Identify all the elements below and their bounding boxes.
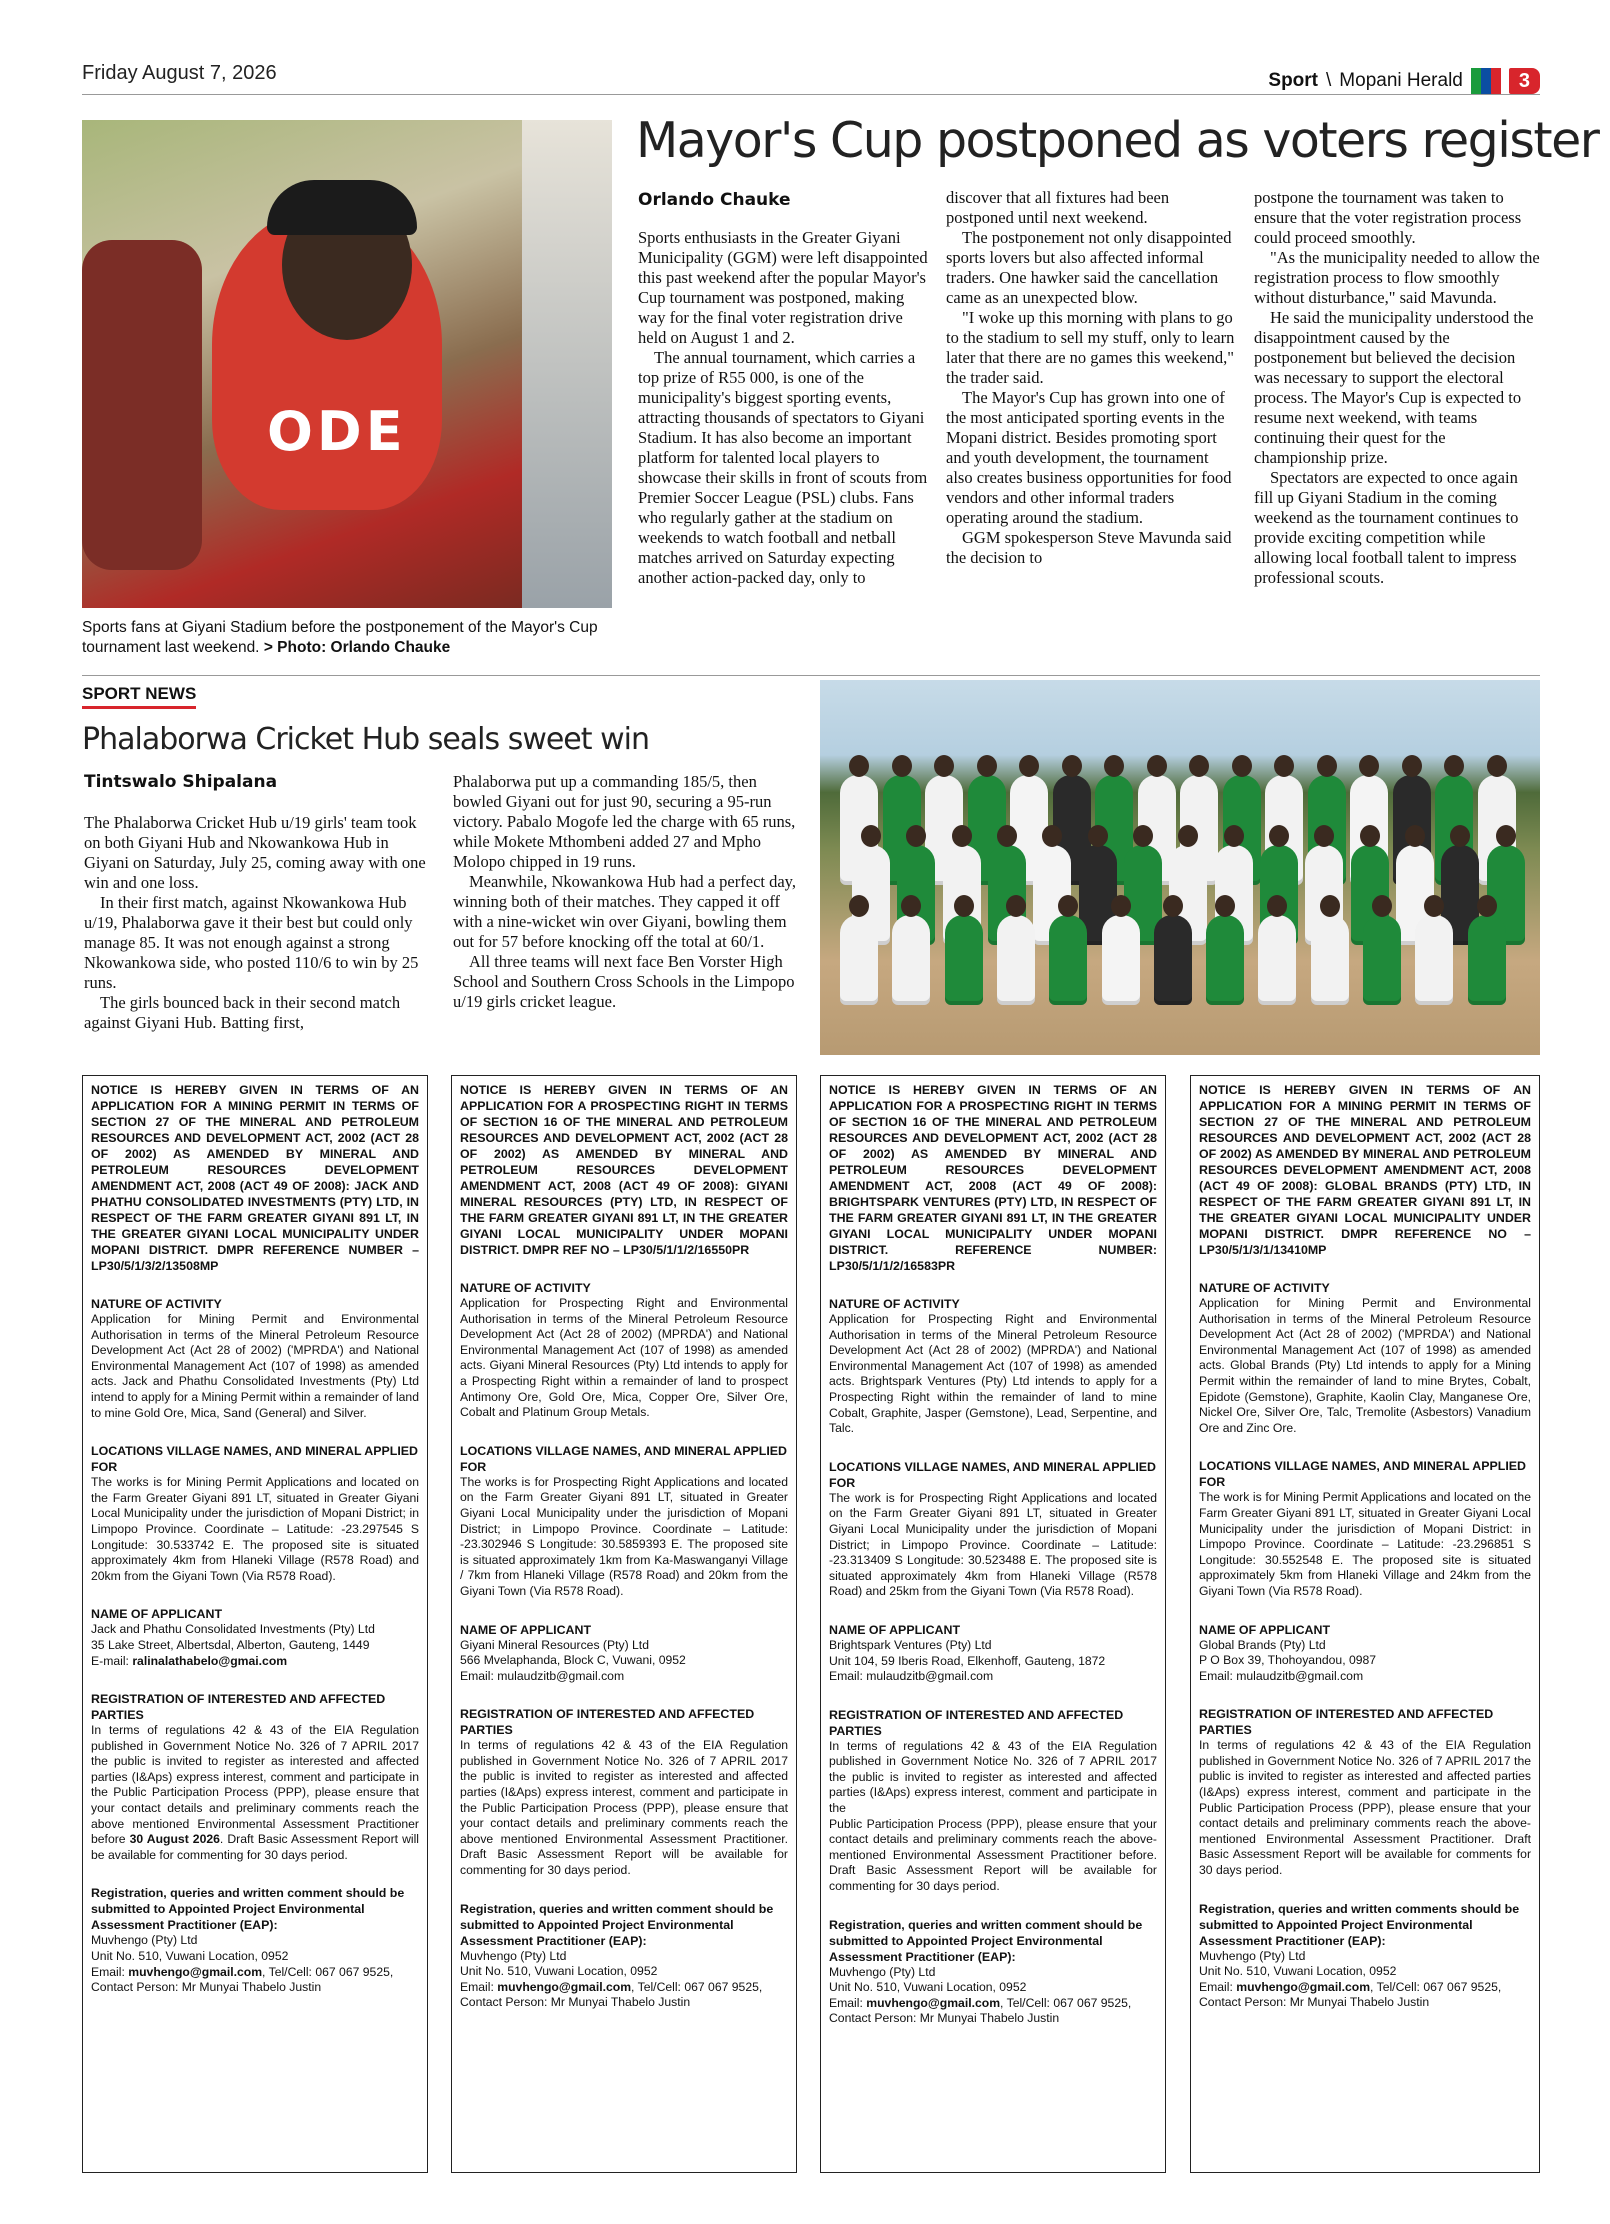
eap-text: Muvhengo (Pty) Ltd Unit No. 510, Vuwani Location, 0952 Email:	[91, 1933, 289, 1979]
team-member	[1206, 915, 1244, 1005]
team-member	[1415, 915, 1453, 1005]
team-member	[1258, 915, 1296, 1005]
notice-heading: LOCATIONS VILLAGE NAMES, AND MINERAL APPLIED FOR	[829, 1459, 1156, 1490]
eap-tail: , Tel/Cell: 067 067 9525, Contact Person: Mr Munyai Thabelo Justin	[91, 1964, 394, 1995]
notice-heading: LOCATIONS VILLAGE NAMES, AND MINERAL APPLIED FOR	[460, 1443, 787, 1474]
team-member	[1468, 915, 1506, 1005]
lead-column-2	[946, 188, 1238, 568]
notice-text: The works is for Prospecting Right Applications and located on the Farm Greater Giyani 891 LT, situated in Greater Giyani Local Municipality under the jurisdiction of Mopani District; in Limpopo Province. Coordinate – Latitude: -23.302946 S Longitude: 30.5859393 E. The proposed site is situated approximately 1km from Ka-Maswanganyi Village / 7km from Hlaneki Village (R578 Road) and 20km from the Giyani Town (Via R578 Road).	[460, 1474, 788, 1598]
notice-heading: NAME OF APPLICANT	[460, 1622, 592, 1637]
page-number: 3	[1509, 68, 1540, 94]
notice-registration	[829, 1739, 1157, 1895]
paragraph: The annual tournament, which carries a top prize of R55 000, is one of the municipality's biggest sporting events, attracting thousands of spectators to Giyani Stadium. It has also become an important platform for talented local players to showcase their skills in front of scouts from Premier Soccer League (PSL) clubs. Fans who regularly gather at the stadium on weekends to watch football and netball matches arrived on Saturday expecting another action-packed day, only to	[638, 348, 928, 587]
notice-applicant	[829, 1638, 1157, 1685]
paragraph: Sports enthusiasts in the Greater Giyani Municipality (GGM) were left disappointed this past weekend after the popular Mayor's Cup tournament was postponed, making way for the final voter registration drive held on August 1 and 2.	[638, 228, 928, 347]
deadline-date: 30 August 2026	[129, 1832, 220, 1847]
registration-text: In terms of regulations 42 & 43 of the EIA Regulation published in Government Notice No. 326 of 7 APRIL 2017 the public is invited to register as interested and affected parties (I&Aps) express interest, comment and participate in the Public Participation Process (PPP), please ensure that your contact details and preliminary comments reach the above mentioned Environmental Assessment Practitioner. Draft Basic Assessment Report will be available for commenting for 30 days period.	[460, 1738, 788, 1878]
registration-text: In terms of regulations 42 & 43 of the EIA Regulation published in Government Notice No. 326 of 7 APRIL 2017 the public is invited to register as interested and affected parties (I&Aps) express interest, comment and participate in the Public Participation Process (PPP), please ensure that your contact details and preliminary comments reach the above mentioned Environmental Assessment Practitioner before	[91, 1723, 419, 1847]
lead-photo	[82, 120, 612, 608]
notice-heading: NAME OF APPLICANT	[829, 1622, 961, 1637]
notice-text: Application for Mining Permit and Environmental Authorisation in terms of the Mineral Petroleum Resource Development Act (Act 28 of 2002) ('MPRDA') and National Environmental Management Act (107 of 1998) as amended acts. Jack and Phathu Consolidated Investments (Pty) Ltd intend to apply for a Mining Permit within a remainder of land to mine Gold Ore, Mica, Sand (General) and Silver.	[91, 1312, 419, 1420]
photo-caption	[82, 618, 612, 658]
paragraph: GGM spokesperson Steve Mavunda said the decision to	[946, 528, 1232, 567]
masthead	[1268, 68, 1540, 94]
paragraph: In their first match, against Nkowankowa Hub u/19, Phalaborwa gave it their best but could only manage 85. It was not enough against a strong Nkowankowa side, who posted 110/6 to win by 25 runs.	[84, 893, 419, 992]
legal-notice	[82, 1075, 428, 2173]
applicant-text: Giyani Mineral Resources (Pty) Ltd 566 Mvelaphanda, Block C, Vuwani, 0952 Email: mulaudzitb@gmail.com	[460, 1637, 686, 1683]
eap-tail: , Tel/Cell: 067 067 9525, Contact Person: Mr Munyai Thabelo Justin	[460, 1979, 763, 2010]
section-name: Sport	[1268, 70, 1319, 91]
legal-notice	[1190, 1075, 1540, 2173]
paragraph: Spectators are expected to once again fill up Giyani Stadium in the coming weekend as the tournament continues to provide exciting competition while allowing local football talent to impress professional scouts.	[1254, 468, 1519, 587]
notice-applicant	[91, 1622, 419, 1669]
notice-eap	[1199, 1949, 1531, 2011]
notice-heading: Registration, queries and written comment should be submitted to Appointed Project Environmental Assessment Practitioner (EAP):	[91, 1886, 405, 1933]
second-column-1	[84, 813, 428, 1033]
caption-text: Sports fans at Giyani Stadium before the postponement of the Mayor's Cup tournament last weekend.	[82, 619, 598, 656]
paper-name: Mopani Herald	[1339, 70, 1463, 91]
paragraph: Meanwhile, Nkowankowa Hub had a perfect day, winning both of their matches. They capped it off with a nine-wicket win over Giyani, bowling them out for 57 before knocking off the total at 60/1.	[453, 872, 796, 951]
paragraph: All three teams will next face Ben Vorster High School and Southern Cross Schools in the Limpopo u/19 girls cricket league.	[453, 952, 795, 1011]
notice-heading: Registration, queries and written comments should be submitted to Appointed Project Environmental Assessment Practitioner (EAP):	[1199, 1901, 1520, 1948]
eap-email: muvhengo@gmail.com	[866, 1995, 1001, 2010]
notice-title: NOTICE IS HEREBY GIVEN IN TERMS OF AN APPLICATION FOR A PROSPECTING RIGHT IN TERMS OF SECTION 16 OF THE MINERAL AND PETROLEUM RESOURCES AND DEVELOPMENT ACT, 2002 (ACT 28 OF 2002) AS AMENDED BY MINERAL AND PETROLEUM RESOURCES DEVELOPMENT AMENDMENT ACT, 2008 (ACT 49 OF 2008): GIYANI MINERAL RESOURCES (PTY) LTD, IN RESPECT OF THE FARM GREATER GIYANI 891 LT, IN THE GREATER GIYANI LOCAL MUNICIPALITY UNDER MOPANI DISTRICT. DMPR REF NO – LP30/5/1/1/2/16550PR	[460, 1083, 788, 1257]
notice-heading: REGISTRATION OF INTERESTED AND AFFECTED PARTIES	[460, 1707, 755, 1738]
team-photo	[820, 680, 1540, 1055]
notice-applicant	[460, 1638, 788, 1685]
notice-text: The work is for Prospecting Right Applications and located on the Farm Greater Giyani 891 LT, situated in Greater Giyani Local Municipality under the jurisdiction of Mopani District; in Limpopo Province. Coordinate – Latitude: -23.313409 S Longitude: 30.523488 E. The proposed site is situated approximately 4km from Hlaneki Village (R578 Road) and 25km from the Giyani Town (Via R578 Road).	[829, 1490, 1157, 1599]
notice-title: NOTICE IS HEREBY GIVEN IN TERMS OF AN APPLICATION FOR A PROSPECTING RIGHT IN TERMS OF SECTION 16 OF THE MINERAL AND PETROLEUM RESOURCES AND DEVELOPMENT ACT, 2002 (ACT 28 OF 2002) AS AMENDED BY MINERAL AND PETROLEUM RESOURCES DEVELOPMENT AMENDMENT ACT, 2008 (ACT 49 OF 2008): BRIGHTSPARK VENTURES (PTY) LTD, IN RESPECT OF THE FARM GREATER GIYANI 891 LT, IN THE GREATER GIYANI LOCAL MUNICIPALITY UNDER MOPANI DISTRICT. REFERENCE NUMBER: LP30/5/1/1/2/16583PR	[829, 1083, 1157, 1273]
applicant-email: ralinalathabelo@gmai.com	[132, 1653, 288, 1668]
second-byline: Tintswalo Shipalana	[84, 772, 278, 792]
notice-heading: NATURE OF ACTIVITY	[829, 1297, 960, 1311]
notice-heading: Registration, queries and written comment should be submitted to Appointed Project Environmental Assessment Practitioner (EAP):	[460, 1901, 774, 1948]
page-date: Friday August 7, 2026	[82, 62, 277, 84]
registration-text: In terms of regulations 42 & 43 of the EIA Regulation published in Government Notice No. 326 of 7 APRIL 2017 the public is invited to register as interested and affected parties (I&Aps) express interest, comment and participate in the Public Participation Process (PPP), please ensure that your contact details and preliminary comments reach the above-mentioned Environmental Assessment Practitioner before. Draft Basic Assessment Report will be available for commenting for 30 days period.	[829, 1738, 1157, 1894]
registration-text: In terms of regulations 42 & 43 of the EIA Regulation published in Government Notice No. 326 of 7 APRIL 2017 the public is invited to register as interested and affected parties (I&Aps) express interest, comment and participate in the Public Participation Process (PPP), please ensure that your contact details and preliminary comments reach the above-mentioned Environmental Assessment Practitioner. Draft Basic Assessment Report will be available for comments for 30 days period.	[1199, 1738, 1531, 1878]
paragraph: postpone the tournament was taken to ensure that the voter registration process could proceed smoothly.	[1254, 188, 1522, 247]
team-member	[1049, 915, 1087, 1005]
eap-tail: , Tel/Cell: 067 067 9525, Contact Person: Mr Munyai Thabelo Justin	[1199, 1979, 1502, 2010]
paragraph: The Phalaborwa Cricket Hub u/19 girls' team took on both Giyani Hub and Nkowankowa Hub in Giyani on Saturday, July 25, coming away with one win and one loss.	[84, 813, 426, 892]
eap-email: muvhengo@gmail.com	[497, 1979, 632, 1994]
second-headline: Phalaborwa Cricket Hub seals sweet win	[82, 722, 649, 757]
team-member	[1102, 915, 1140, 1005]
paragraph: He said the municipality understood the disappointment caused by the postponement but believed the decision was necessary to support the electoral process. The Mayor's Cup is expected to resume next weekend, with teams continuing their quest for the championship prize.	[1254, 308, 1534, 467]
notice-heading: LOCATIONS VILLAGE NAMES, AND MINERAL APPLIED FOR	[1199, 1459, 1526, 1490]
notice-heading: REGISTRATION OF INTERESTED AND AFFECTED PARTIES	[91, 1692, 386, 1723]
paragraph: The postponement not only disappointed sports lovers but also affected informal traders. One hawker said the cancellation came as an unexpected blow.	[946, 228, 1232, 307]
team-member	[840, 915, 878, 1005]
photo-credit: > Photo: Orlando Chauke	[263, 639, 451, 656]
team-member	[1311, 915, 1349, 1005]
notice-heading: Registration, queries and written comment should be submitted to Appointed Project Environmental Assessment Practitioner (EAP):	[829, 1917, 1143, 1964]
notice-registration	[1199, 1738, 1531, 1878]
section-label: SPORT NEWS	[82, 684, 196, 709]
team-member	[1363, 915, 1401, 1005]
applicant-text: Global Brands (Pty) Ltd P O Box 39, Thohoyandou, 0987 Email: mulaudzitb@gmail.com	[1199, 1637, 1377, 1683]
registration-tail: . Draft Basic Assessment Report will be available for commenting for 30 days period.	[91, 1832, 419, 1862]
notice-applicant	[1199, 1638, 1531, 1685]
notice-eap	[460, 1949, 788, 2011]
paragraph: discover that all fixtures had been postponed until next weekend.	[946, 188, 1170, 227]
notice-registration	[91, 1723, 419, 1863]
notice-eap	[91, 1933, 419, 1995]
notice-text: The work is for Mining Permit Applications and located on the Farm Greater Giyani 891 LT, situated in Greater Giyani Local Municipality under the jurisdiction of Mopani District: in Limpopo Province. Coordinate – Latitude: -23.296851 S Longitude: 30.552548 E. The proposed site is situated approximately 5km from Hlaneki Village and 24km from the Giyani Town (Via R578 Road).	[1199, 1490, 1531, 1598]
applicant-text: Jack and Phathu Consolidated Investments (Pty) Ltd 35 Lake Street, Albertsdal, Alberton, Gauteng, 1449 E-mail:	[91, 1622, 375, 1668]
lead-headline: Mayor's Cup postponed as voters register	[636, 112, 1599, 169]
second-column-2	[453, 772, 803, 1012]
team-member	[1154, 915, 1192, 1005]
notice-text: Application for Prospecting Right and Environmental Authorisation in terms of the Mineral Petroleum Resource Development Act (Act 28 of 2002) (MPRDA') and National Environmental Management Act (107 of 1998) as amended acts. Giyani Mineral Resources (Pty) Ltd intends to apply for a Prospecting Right within a remainder of land to prospect Antimony Ore, Gold Ore, Mica, Copper Ore, Silver Ore, Cobalt and Platinum Group Metals.	[460, 1296, 788, 1420]
paragraph: Phalaborwa put up a commanding 185/5, then bowled Giyani out for just 90, securing a 95-run victory. Pabalo Mogofe led the charge with 65 runs, while Mokete Mthombeni added 27 and Mpho Molopo chipped in 19 runs.	[453, 772, 796, 871]
team-member	[892, 915, 930, 1005]
notice-heading: NAME OF APPLICANT	[91, 1607, 223, 1622]
notice-heading: NAME OF APPLICANT	[1199, 1622, 1331, 1637]
eap-text: Muvhengo (Pty) Ltd Unit No. 510, Vuwani Location, 0952 Email:	[460, 1948, 658, 1994]
notice-title: NOTICE IS HEREBY GIVEN IN TERMS OF AN APPLICATION FOR A MINING PERMIT IN TERMS OF SECTION 27 OF THE MINERAL AND PETROLEUM RESOURCES AND DEVELOPMENT ACT, 2002 (ACT 28 OF 2002) AS AMENDED BY MINERAL AND PETROLEUM RESOURCES DEVELOPMENT AMENDMENT ACT, 2008 (ACT 49 OF 2008): JACK AND PHATHU CONSOLIDATED INVESTMENTS (PTY) LTD, IN RESPECT OF THE FARM GREATER GIYANI 891 LT, IN THE GREATER GIYANI LOCAL MUNICIPALITY UNDER MOPANI DISTRICT. DMPR REFERENCE NUMBER – LP30/5/1/3/2/13508MP	[91, 1083, 419, 1273]
notice-registration	[460, 1738, 788, 1878]
section-rule	[82, 675, 1540, 676]
paragraph: "As the municipality needed to allow the registration process to flow smoothly without disturbance," said Mavunda.	[1254, 248, 1540, 307]
lead-column-1	[638, 228, 930, 588]
applicant-text: Brightspark Ventures (Pty) Ltd Unit 104, 59 Iberis Road, Elkenhoff, Gauteng, 1872 Email: mulaudzitb@gmail.com	[829, 1637, 1106, 1684]
header-rule	[82, 94, 1540, 95]
eap-email: muvhengo@gmail.com	[128, 1964, 263, 1979]
section-separator: \	[1326, 70, 1332, 91]
notice-text: The works is for Mining Permit Applications and located on the Farm Greater Giyani 891 LT, situated in Greater Giyani Local Municipality under the jurisdiction of Mopani District; in Limpopo Province. Coordinate – Latitude: -23.297545 S Longitude: 30.533742 E. The proposed site is situated approximately 4km from Hlaneki Village (R578 Road) and 20km from the Giyani Town (Via R578 Road).	[91, 1475, 419, 1583]
notice-text: Application for Prospecting Right and Environmental Authorisation in terms of the Mineral Petroleum Resource Development Act (Act 28 of 2002) (MPRDA') and National Environmental Management Act (107 of 1998) as amended acts. Brightspark Ventures (Pty) Ltd intends to apply for a Prospecting Right within the remainder of land to mine Cobalt, Graphite, Jasper (Gemstone), Lead, Serpentine, and Talc.	[829, 1312, 1157, 1436]
legal-notice	[820, 1075, 1166, 2173]
photo-shirt-text: ODE	[267, 400, 407, 463]
notice-heading: REGISTRATION OF INTERESTED AND AFFECTED PARTIES	[1199, 1707, 1494, 1738]
lead-byline: Orlando Chauke	[638, 190, 791, 210]
notice-heading: NATURE OF ACTIVITY	[460, 1281, 591, 1295]
paragraph: The Mayor's Cup has grown into one of the most anticipated sporting events in the Mopani district. Besides promoting sport and youth development, the tournament also creates business opportunities for food vendors and other informal traders operating around the stadium.	[946, 388, 1232, 527]
notice-heading: NATURE OF ACTIVITY	[91, 1297, 222, 1311]
flag-icon	[1471, 68, 1501, 94]
eap-text: Muvhengo (Pty) Ltd Unit No. 510, Vuwani Location, 0952 Email:	[829, 1964, 1027, 2010]
paragraph: The girls bounced back in their second match against Giyani Hub. Batting first,	[84, 993, 401, 1032]
notice-heading: NATURE OF ACTIVITY	[1199, 1281, 1330, 1295]
notice-eap	[829, 1965, 1157, 2027]
notice-text: Application for Mining Permit and Environmental Authorisation in terms of the Mineral Petroleum Resource Development Act (Act 28 of 2002) ('MPRDA') and National Environmental Management Act (107 of 1998) as amended acts. Global Brands (Pty) Ltd intends to apply for a Mining Permit within the remainder of land to mine Brytes, Cobalt, Epidote (Gemstone), Graphite, Kaolin Clay, Manganese Ore, Nickel Ore, Silver Ore, Talc, Tremolite (Asbestors) Vanadium Ore and Zinc Ore.	[1199, 1296, 1531, 1435]
notice-heading: LOCATIONS VILLAGE NAMES, AND MINERAL APPLIED FOR	[91, 1444, 418, 1475]
notice-title: NOTICE IS HEREBY GIVEN IN TERMS OF AN APPLICATION FOR A MINING PERMIT IN TERMS OF SECTION 27 OF THE MINERAL AND PETROLEUM RESOURCES AND DEVELOPMENT ACT, 2002 (ACT 28 OF 2002) AS AMENDED BY MINERAL AND PETROLEUM RESOURCES DEVELOPMENT AMENDMENT ACT, 2008 (ACT 49 OF 2008): GLOBAL BRANDS (PTY) LTD, IN RESPECT OF THE FARM GREATER GIYANI 891 LT, IN THE GREATER GIYANI LOCAL MUNICIPALITY UNDER MOPANI DISTRICT. DMPR REFERENCE NO – LP30/5/1/3/1/13410MP	[1199, 1083, 1531, 1257]
team-member	[945, 915, 983, 1005]
paragraph: "I woke up this morning with plans to go to the stadium to sell my stuff, only to learn later that there are no games this weekend," the trader said.	[946, 308, 1235, 387]
notice-heading: REGISTRATION OF INTERESTED AND AFFECTED PARTIES	[829, 1707, 1124, 1738]
team-member	[997, 915, 1035, 1005]
eap-text: Muvhengo (Pty) Ltd Unit No. 510, Vuwani Location, 0952 Email:	[1199, 1948, 1397, 1994]
eap-email: muvhengo@gmail.com	[1236, 1979, 1371, 1994]
eap-tail: , Tel/Cell: 067 067 9525, Contact Person: Mr Munyai Thabelo Justin	[829, 1995, 1132, 2026]
lead-column-3	[1254, 188, 1540, 588]
legal-notice	[451, 1075, 797, 2173]
